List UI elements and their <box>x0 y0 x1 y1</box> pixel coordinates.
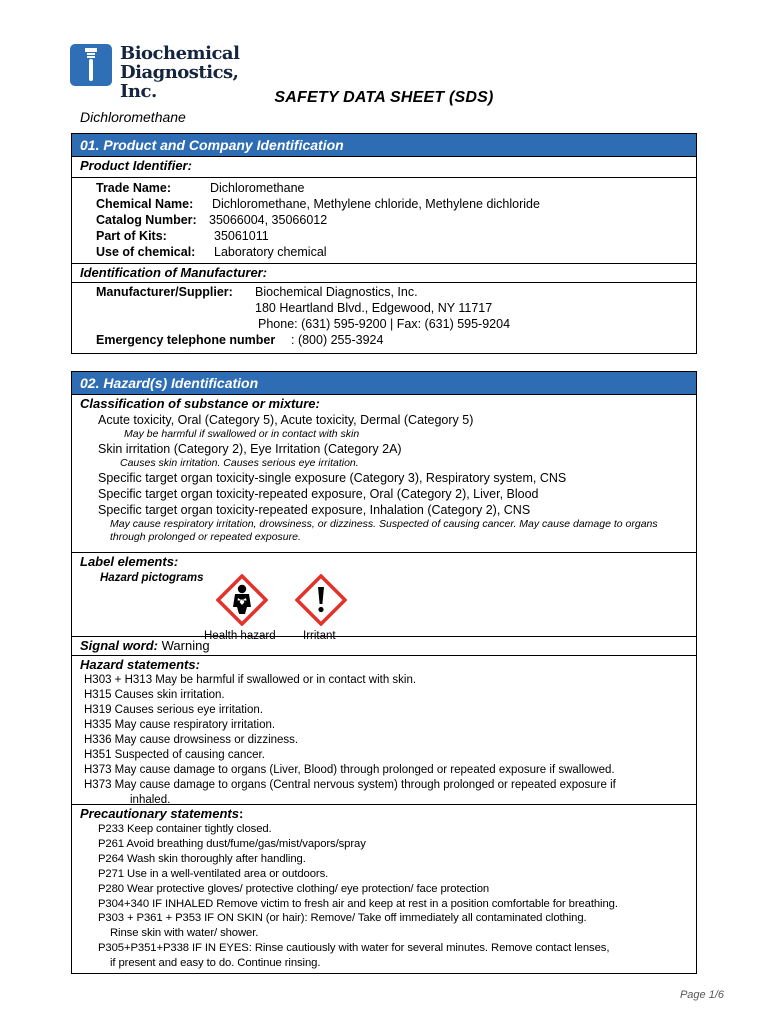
product-name: Dichloromethane <box>80 109 186 125</box>
signal-word-label: Signal word: <box>80 638 158 653</box>
precautionary-statement: P280 Wear protective gloves/ protective clothing/ eye protection/ face protection <box>98 882 490 895</box>
hazard-statement: H336 May cause drowsiness or dizziness. <box>84 734 299 746</box>
manufacturer-value: Biochemical Diagnostics, Inc. <box>255 285 418 299</box>
phone-row <box>72 316 696 332</box>
manufacturer-row <box>72 284 696 300</box>
hazard-statements-heading: Hazard statements: <box>80 657 200 672</box>
company-name-line2: Diagnostics, Inc. <box>120 62 239 102</box>
classification-stot-oral: Specific target organ toxicity-repeated exposure, Oral (Category 2), Liver, Blood <box>98 487 539 501</box>
hazard-statement: H373 May cause damage to organs (Central nervous system) through prolonged or repeated exposure if <box>84 779 616 791</box>
classification-note-stot: May cause respiratory irritation, drowsiness, or dizziness. Suspected of causing cancer. May cause damage to organs through prolonged or repeated exposure. <box>110 518 658 543</box>
chemical-name-value: Dichloromethane, Methylene chloride, Methylene dichloride <box>212 197 540 211</box>
precautionary-statement: P261 Avoid breathing dust/fume/gas/mist/vapors/spray <box>98 837 366 850</box>
page-number: Page 1/6 <box>679 989 724 1001</box>
precautionary-heading-row <box>72 805 696 822</box>
use-of-chemical-label: Use of chemical: <box>96 245 196 259</box>
precautionary-statement-continued: Rinse skin with water/ shower. <box>110 927 259 940</box>
pictogram-row <box>72 570 696 642</box>
section-product-identification <box>71 133 697 354</box>
section-hazard-identification <box>71 371 697 974</box>
precautionary-heading-colon: : <box>238 806 244 821</box>
company-logo <box>70 43 270 102</box>
health-hazard-label: Health hazard <box>204 630 276 642</box>
manufacturer-label: Manufacturer/Supplier: <box>96 285 233 299</box>
section-1-heading: 01. Product and Company Identification <box>72 134 696 156</box>
classification-skin-eye: Skin irritation (Category 2), Eye Irritation (Category 2A) <box>98 442 402 456</box>
section-2-heading: 02. Hazard(s) Identification <box>72 372 696 394</box>
precautionary-statement-continued: if present and easy to do. Continue rinsing. <box>110 957 321 970</box>
hazard-statement-continued: inhaled. <box>130 794 171 806</box>
trade-name-value: Dichloromethane <box>210 181 305 195</box>
catalog-number-value: 35066004, 35066012 <box>209 213 328 227</box>
hazard-statement: H351 Suspected of causing cancer. <box>84 749 265 761</box>
irritant-label: Irritant <box>303 630 336 642</box>
hazard-statement: H315 Causes skin irritation. <box>84 689 225 701</box>
precautionary-statement: P305+P351+P338 IF IN EYES: Rinse cautiously with water for several minutes. Remove contact lenses, <box>98 942 610 955</box>
precautionary-statement: P303 + P361 + P353 IF ON SKIN (or hair): Remove/ Take off immediately all contaminated clothing. <box>98 912 587 925</box>
product-identifier-block <box>72 177 696 263</box>
classification-note-acute: May be harmful if swallowed or in contact with skin <box>124 428 360 440</box>
emergency-phone-value: : (800) 255-3924 <box>291 333 384 347</box>
classification-acute-toxicity: Acute toxicity, Oral (Category 5), Acute toxicity, Dermal (Category 5) <box>98 413 474 427</box>
hazard-statement: H335 May cause respiratory irritation. <box>84 719 276 731</box>
company-name-line1: Biochemical <box>120 43 240 64</box>
health-hazard-icon <box>216 574 268 626</box>
classification-block <box>72 394 696 552</box>
hazard-statement: H373 May cause damage to organs (Liver, Blood) through prolonged or repeated exposure if swallowed. <box>84 764 615 776</box>
hazard-pictograms-heading: Hazard pictograms <box>100 572 204 584</box>
precautionary-statement: P264 Wash skin thoroughly after handling. <box>98 852 306 865</box>
manufacturer-address: 180 Heartland Blvd., Edgewood, NY 11717 <box>255 301 493 315</box>
precautionary-statement: P304+340 IF INHALED Remove victim to fresh air and keep at rest in a position comfortable for breathing. <box>98 897 618 910</box>
document-title: SAFETY DATA SHEET (SDS) <box>274 89 494 106</box>
signal-word-value: Warning <box>161 638 210 653</box>
hazard-statement: H319 Causes serious eye irritation. <box>84 704 263 716</box>
chemical-name-row <box>72 196 696 212</box>
manufacturer-block <box>72 282 696 348</box>
use-of-chemical-value: Laboratory chemical <box>214 245 327 259</box>
signal-word-row <box>72 636 696 655</box>
classification-heading: Classification of substance or mixture: <box>80 396 320 411</box>
classification-note-skin-eye: Causes skin irritation. Causes serious eye irritation. <box>120 457 359 469</box>
precautionary-heading: Precautionary statements <box>80 806 239 821</box>
precautionary-statement: P233 Keep container tightly closed. <box>98 823 272 835</box>
label-elements-heading: Label elements: <box>80 554 179 569</box>
trade-name-label: Trade Name: <box>96 181 172 195</box>
emergency-phone-label: Emergency telephone number <box>96 333 276 347</box>
catalog-number-label: Catalog Number: <box>96 213 197 227</box>
part-of-kits-label: Part of Kits: <box>96 229 167 243</box>
catalog-number-row <box>72 212 696 228</box>
test-tube-logo-icon <box>70 44 112 86</box>
precautionary-statement: P271 Use in a well-ventilated area or outdoors. <box>98 867 329 880</box>
precautionary-statements-block <box>72 804 696 971</box>
trade-name-row <box>72 180 696 196</box>
label-elements-block <box>72 552 696 642</box>
hazard-statements-block <box>72 655 696 804</box>
manufacturer-heading: Identification of Manufacturer: <box>72 263 696 282</box>
use-of-chemical-row <box>72 244 696 263</box>
classification-stot-inhalation: Specific target organ toxicity-repeated exposure, Inhalation (Category 2), CNS <box>98 503 531 517</box>
address-row <box>72 300 696 316</box>
emergency-row <box>72 332 696 348</box>
part-of-kits-value: 35061011 <box>214 229 269 243</box>
exclamation-mark-icon <box>295 574 347 626</box>
product-identifier-heading: Product Identifier: <box>72 156 696 177</box>
manufacturer-phone: Phone: (631) 595-9200 | Fax: (631) 595-9204 <box>258 317 511 331</box>
chemical-name-label: Chemical Name: <box>96 197 194 211</box>
hazard-statement: H303 + H313 May be harmful if swallowed or in contact with skin. <box>84 674 417 686</box>
part-of-kits-row <box>72 228 696 244</box>
classification-stot-single: Specific target organ toxicity-single exposure (Category 3), Respiratory system, CNS <box>98 471 567 485</box>
